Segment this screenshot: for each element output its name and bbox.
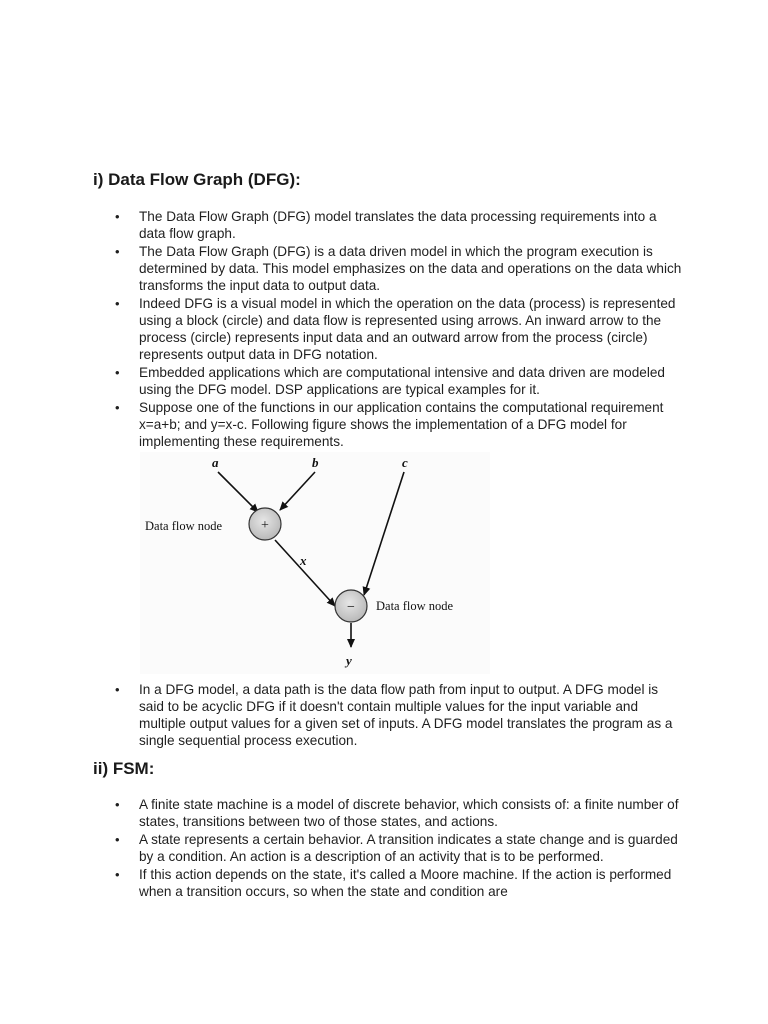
list-item: • In a DFG model, a data path is the data flow path from input to output. A DFG model is said to be acyclic DFG if it doesn't contain multiple values for the input variable and multiple output values for a given set of inputs. A DFG model translates the program as a single sequential process execution. bbox=[115, 681, 685, 749]
list-item: • The Data Flow Graph (DFG) is a data driven model in which the program execution is determined by data. This model emphasizes on the data and operations on the data which transforms the input data to output data. bbox=[115, 243, 685, 294]
list-item: • The Data Flow Graph (DFG) model translates the data processing requirements into a data flow graph. bbox=[115, 208, 685, 242]
input-c-label: c bbox=[402, 455, 408, 470]
input-b-label: b bbox=[312, 455, 319, 470]
input-a-label: a bbox=[212, 455, 219, 470]
fsm-bullet-list bbox=[115, 796, 685, 901]
node2-caption: Data flow node bbox=[376, 599, 454, 613]
list-item: • Indeed DFG is a visual model in which the operation on the data (process) is represented using a block (circle) and data flow is represented using arrows. An inward arrow to the process (circle) represents input data and an outward arrow from the process (circle) represents output data in DFG notation. bbox=[115, 295, 685, 363]
output-y-label: y bbox=[346, 653, 352, 668]
list-item: • A state represents a certain behavior. A transition indicates a state change and is guarded by a condition. An action is a description of an activity that is to be performed. bbox=[115, 831, 685, 865]
arrow-a-to-node1 bbox=[218, 472, 258, 512]
node2-operator: − bbox=[347, 600, 355, 615]
list-item: • Suppose one of the functions in our application contains the computational requirement x=a+b; and y=x-c. Following figure shows the implementation of a DFG model for implementing these requirements. bbox=[115, 399, 685, 450]
dfg-bullet-list bbox=[115, 208, 685, 451]
section-heading-dfg: i) Data Flow Graph (DFG): bbox=[93, 170, 301, 189]
dfg-figure bbox=[140, 452, 490, 674]
arrow-b-to-node1 bbox=[280, 472, 315, 510]
list-item: • Embedded applications which are computational intensive and data driven are modeled using the DFG model. DSP applications are typical examples for it. bbox=[115, 364, 685, 398]
list-item: • A finite state machine is a model of discrete behavior, which consists of: a finite number of states, transitions between two of those states, and actions. bbox=[115, 796, 685, 830]
section-heading-fsm: ii) FSM: bbox=[93, 759, 155, 778]
edge-x-label: x bbox=[300, 553, 307, 568]
dfg-diagram bbox=[140, 452, 490, 674]
node1-operator: + bbox=[261, 518, 269, 533]
arrow-x-node1-to-node2 bbox=[275, 540, 335, 606]
list-item: • If this action depends on the state, it's called a Moore machine. If the action is performed when a transition occurs, so when the state and condition are bbox=[115, 866, 685, 900]
arrow-c-to-node2 bbox=[364, 472, 404, 595]
node1-caption: Data flow node bbox=[145, 519, 223, 533]
dfg-bullet-list-continued bbox=[115, 681, 685, 750]
